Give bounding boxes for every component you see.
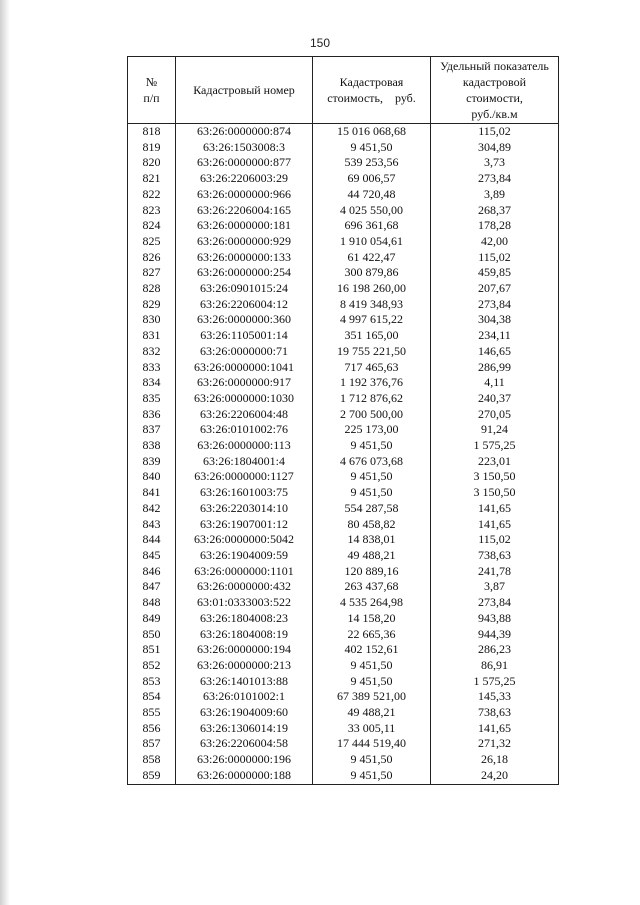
row-number-cell: 832: [128, 344, 176, 360]
cadastral-number-cell: 63:26:0000000:71: [176, 344, 313, 360]
row-number-cell: 856: [128, 721, 176, 737]
cadastral-cost-cell: 4 535 264,98: [313, 595, 431, 611]
specific-indicator-cell: 223,01: [431, 454, 559, 470]
header-specific-line1: Удельный показатель: [440, 59, 549, 73]
table-row: [128, 171, 559, 187]
cadastral-cost-cell: 9 451,50: [313, 469, 431, 485]
cadastral-number-cell: 63:26:0000000:254: [176, 265, 313, 281]
cadastral-cost-cell: 17 444 519,40: [313, 736, 431, 752]
row-number-cell: 849: [128, 611, 176, 627]
cadastral-number-cell: 63:26:1306014:19: [176, 721, 313, 737]
cadastral-number-cell: 63:26:1601003:75: [176, 485, 313, 501]
cadastral-cost-cell: 4 676 073,68: [313, 454, 431, 470]
row-number-cell: 823: [128, 203, 176, 219]
specific-indicator-cell: 42,00: [431, 234, 559, 250]
specific-indicator-cell: 270,05: [431, 407, 559, 423]
table-row: [128, 469, 559, 485]
specific-indicator-cell: 146,65: [431, 344, 559, 360]
cadastral-number-cell: 63:01:0333003:522: [176, 595, 313, 611]
row-number-cell: 827: [128, 265, 176, 281]
row-number-cell: 837: [128, 422, 176, 438]
table-row: [128, 265, 559, 281]
table-row: [128, 438, 559, 454]
header-specific-line2: кадастровой: [462, 75, 527, 89]
table-row: [128, 768, 559, 784]
header-specific-line4: руб./кв.м: [471, 107, 518, 121]
row-number-cell: 820: [128, 155, 176, 171]
cadastral-number-cell: 63:26:2203014:10: [176, 501, 313, 517]
cadastral-number-cell: 63:26:0000000:1127: [176, 469, 313, 485]
cadastral-cost-cell: 4 997 615,22: [313, 312, 431, 328]
row-number-cell: 829: [128, 297, 176, 313]
cadastral-cost-cell: 539 253,56: [313, 155, 431, 171]
specific-indicator-cell: 141,65: [431, 721, 559, 737]
table-row: [128, 501, 559, 517]
cadastral-cost-cell: 120 889,16: [313, 564, 431, 580]
header-cost-line2: стоимость, руб.: [327, 91, 416, 105]
cadastral-cost-cell: 696 361,68: [313, 218, 431, 234]
cadastral-cost-cell: 717 465,63: [313, 360, 431, 376]
table-row: [128, 250, 559, 266]
specific-indicator-cell: 145,33: [431, 689, 559, 705]
cadastral-cost-cell: 61 422,47: [313, 250, 431, 266]
header-cadastral-number-label: Кадастровый номер: [193, 83, 295, 97]
cadastral-cost-cell: 67 389 521,00: [313, 689, 431, 705]
table-body: [128, 124, 559, 785]
table-row: [128, 234, 559, 250]
table-row: [128, 564, 559, 580]
cadastral-number-cell: 63:26:2206003:29: [176, 171, 313, 187]
header-cost-line1: Кадастровая: [339, 75, 404, 89]
row-number-cell: 819: [128, 140, 176, 156]
cadastral-number-cell: 63:26:0000000:432: [176, 579, 313, 595]
specific-indicator-cell: 286,99: [431, 360, 559, 376]
table-row: [128, 736, 559, 752]
table-row: [128, 548, 559, 564]
specific-indicator-cell: 141,65: [431, 517, 559, 533]
cadastral-number-cell: 63:26:0000000:5042: [176, 532, 313, 548]
specific-indicator-cell: 241,78: [431, 564, 559, 580]
specific-indicator-cell: 273,84: [431, 595, 559, 611]
table-row: [128, 422, 559, 438]
specific-indicator-cell: 304,38: [431, 312, 559, 328]
cadastral-cost-cell: 1 712 876,62: [313, 391, 431, 407]
row-number-cell: 818: [128, 124, 176, 140]
table-row: [128, 579, 559, 595]
cadastral-number-cell: 63:26:2206004:48: [176, 407, 313, 423]
cadastral-number-cell: 63:26:1105001:14: [176, 328, 313, 344]
row-number-cell: 838: [128, 438, 176, 454]
cadastral-number-cell: 63:26:2206004:58: [176, 736, 313, 752]
cadastral-cost-cell: 4 025 550,00: [313, 203, 431, 219]
cadastral-cost-cell: 9 451,50: [313, 485, 431, 501]
table-row: [128, 360, 559, 376]
cadastral-cost-cell: 2 700 500,00: [313, 407, 431, 423]
cadastral-cost-cell: 49 488,21: [313, 705, 431, 721]
row-number-cell: 857: [128, 736, 176, 752]
cadastral-number-cell: 63:26:1904009:59: [176, 548, 313, 564]
table-row: [128, 454, 559, 470]
table-row: [128, 203, 559, 219]
cadastral-cost-cell: 225 173,00: [313, 422, 431, 438]
scan-left-edge-shadow: [0, 0, 10, 905]
cadastral-cost-cell: 44 720,48: [313, 187, 431, 203]
table-row: [128, 218, 559, 234]
specific-indicator-cell: 26,18: [431, 752, 559, 768]
row-number-cell: 840: [128, 469, 176, 485]
cadastral-cost-cell: 14 158,20: [313, 611, 431, 627]
table-row: [128, 155, 559, 171]
specific-indicator-cell: 273,84: [431, 171, 559, 187]
row-number-cell: 835: [128, 391, 176, 407]
specific-indicator-cell: 178,28: [431, 218, 559, 234]
table-row: [128, 297, 559, 313]
cadastral-cost-cell: 15 016 068,68: [313, 124, 431, 140]
cadastral-cost-cell: 9 451,50: [313, 438, 431, 454]
cadastral-cost-cell: 351 165,00: [313, 328, 431, 344]
table-row: [128, 391, 559, 407]
cadastral-cost-cell: 16 198 260,00: [313, 281, 431, 297]
cadastral-cost-cell: 9 451,50: [313, 140, 431, 156]
specific-indicator-cell: 207,67: [431, 281, 559, 297]
cadastral-number-cell: 63:26:1904009:60: [176, 705, 313, 721]
row-number-cell: 853: [128, 674, 176, 690]
cadastral-number-cell: 63:26:1503008:3: [176, 140, 313, 156]
cadastral-cost-cell: 9 451,50: [313, 752, 431, 768]
specific-indicator-cell: 3,73: [431, 155, 559, 171]
specific-indicator-cell: 115,02: [431, 532, 559, 548]
table-row: [128, 187, 559, 203]
specific-indicator-cell: 4,11: [431, 375, 559, 391]
specific-indicator-cell: 738,63: [431, 548, 559, 564]
specific-indicator-cell: 115,02: [431, 124, 559, 140]
table-row: [128, 281, 559, 297]
row-number-cell: 855: [128, 705, 176, 721]
specific-indicator-cell: 1 575,25: [431, 674, 559, 690]
row-number-cell: 833: [128, 360, 176, 376]
cadastral-cost-cell: 1 192 376,76: [313, 375, 431, 391]
row-number-cell: 826: [128, 250, 176, 266]
cadastral-value-table: [127, 56, 559, 785]
cadastral-number-cell: 63:26:0000000:133: [176, 250, 313, 266]
table-row: [128, 517, 559, 533]
table-row: [128, 658, 559, 674]
table-header: [128, 57, 559, 124]
cadastral-cost-cell: 33 005,11: [313, 721, 431, 737]
cadastral-number-cell: 63:26:0000000:877: [176, 155, 313, 171]
table-row: [128, 312, 559, 328]
cadastral-number-cell: 63:26:0000000:213: [176, 658, 313, 674]
specific-indicator-cell: 944,39: [431, 627, 559, 643]
header-cadastral-number: [176, 57, 313, 124]
table-row: [128, 705, 559, 721]
cadastral-number-cell: 63:26:0000000:360: [176, 312, 313, 328]
specific-indicator-cell: 234,11: [431, 328, 559, 344]
row-number-cell: 842: [128, 501, 176, 517]
cadastral-number-cell: 63:26:1804001:4: [176, 454, 313, 470]
table-row: [128, 689, 559, 705]
row-number-cell: 858: [128, 752, 176, 768]
row-number-cell: 830: [128, 312, 176, 328]
row-number-cell: 828: [128, 281, 176, 297]
specific-indicator-cell: 273,84: [431, 297, 559, 313]
table-row: [128, 752, 559, 768]
row-number-cell: 821: [128, 171, 176, 187]
cadastral-number-cell: 63:26:0000000:966: [176, 187, 313, 203]
cadastral-number-cell: 63:26:1804008:23: [176, 611, 313, 627]
specific-indicator-cell: 3 150,50: [431, 485, 559, 501]
table-row: [128, 140, 559, 156]
cadastral-cost-cell: 554 287,58: [313, 501, 431, 517]
table-row: [128, 375, 559, 391]
table-row: [128, 627, 559, 643]
cadastral-number-cell: 63:26:2206004:165: [176, 203, 313, 219]
cadastral-number-cell: 63:26:0101002:76: [176, 422, 313, 438]
cadastral-number-cell: 63:26:0000000:188: [176, 768, 313, 784]
table-row: [128, 485, 559, 501]
table-row: [128, 532, 559, 548]
specific-indicator-cell: 86,91: [431, 658, 559, 674]
row-number-cell: 843: [128, 517, 176, 533]
row-number-cell: 841: [128, 485, 176, 501]
specific-indicator-cell: 3 150,50: [431, 469, 559, 485]
row-number-cell: 822: [128, 187, 176, 203]
table-row: [128, 407, 559, 423]
row-number-cell: 854: [128, 689, 176, 705]
table-row: [128, 595, 559, 611]
row-number-cell: 845: [128, 548, 176, 564]
specific-indicator-cell: 91,24: [431, 422, 559, 438]
cadastral-number-cell: 63:26:0000000:194: [176, 642, 313, 658]
specific-indicator-cell: 738,63: [431, 705, 559, 721]
cadastral-cost-cell: 22 665,36: [313, 627, 431, 643]
header-num-abbrev: п/п: [143, 91, 160, 105]
table-row: [128, 642, 559, 658]
specific-indicator-cell: 286,23: [431, 642, 559, 658]
specific-indicator-cell: 1 575,25: [431, 438, 559, 454]
cadastral-cost-cell: 80 458,82: [313, 517, 431, 533]
cadastral-cost-cell: 49 488,21: [313, 548, 431, 564]
specific-indicator-cell: 268,37: [431, 203, 559, 219]
cadastral-number-cell: 63:26:1401013:88: [176, 674, 313, 690]
header-specific-indicator: [431, 57, 559, 124]
table-row: [128, 674, 559, 690]
cadastral-cost-cell: 69 006,57: [313, 171, 431, 187]
cadastral-number-cell: 63:26:1804008:19: [176, 627, 313, 643]
cadastral-number-cell: 63:26:0000000:1041: [176, 360, 313, 376]
row-number-cell: 852: [128, 658, 176, 674]
specific-indicator-cell: 115,02: [431, 250, 559, 266]
cadastral-number-cell: 63:26:0000000:1030: [176, 391, 313, 407]
row-number-cell: 824: [128, 218, 176, 234]
cadastral-number-cell: 63:26:0000000:1101: [176, 564, 313, 580]
cadastral-number-cell: 63:26:2206004:12: [176, 297, 313, 313]
cadastral-number-cell: 63:26:0901015:24: [176, 281, 313, 297]
row-number-cell: 859: [128, 768, 176, 784]
header-row-number: [128, 57, 176, 124]
row-number-cell: 846: [128, 564, 176, 580]
row-number-cell: 825: [128, 234, 176, 250]
cadastral-number-cell: 63:26:0000000:181: [176, 218, 313, 234]
specific-indicator-cell: 943,88: [431, 611, 559, 627]
row-number-cell: 848: [128, 595, 176, 611]
specific-indicator-cell: 304,89: [431, 140, 559, 156]
table-row: [128, 344, 559, 360]
specific-indicator-cell: 3,89: [431, 187, 559, 203]
cadastral-cost-cell: 8 419 348,93: [313, 297, 431, 313]
specific-indicator-cell: 271,32: [431, 736, 559, 752]
row-number-cell: 844: [128, 532, 176, 548]
cadastral-number-cell: 63:26:0000000:929: [176, 234, 313, 250]
header-num-symbol: №: [145, 75, 158, 89]
table-row: [128, 328, 559, 344]
cadastral-cost-cell: 9 451,50: [313, 674, 431, 690]
page-number: 150: [309, 36, 331, 50]
row-number-cell: 850: [128, 627, 176, 643]
cadastral-number-cell: 63:26:0000000:113: [176, 438, 313, 454]
cadastral-cost-cell: 9 451,50: [313, 658, 431, 674]
row-number-cell: 836: [128, 407, 176, 423]
cadastral-cost-cell: 19 755 221,50: [313, 344, 431, 360]
cadastral-number-cell: 63:26:0000000:196: [176, 752, 313, 768]
row-number-cell: 839: [128, 454, 176, 470]
cadastral-cost-cell: 263 437,68: [313, 579, 431, 595]
specific-indicator-cell: 24,20: [431, 768, 559, 784]
cadastral-number-cell: 63:26:0000000:917: [176, 375, 313, 391]
specific-indicator-cell: 240,37: [431, 391, 559, 407]
table-row: [128, 124, 559, 140]
header-specific-line3: стоимости,: [466, 91, 523, 105]
cadastral-cost-cell: 300 879,86: [313, 265, 431, 281]
specific-indicator-cell: 3,87: [431, 579, 559, 595]
table-row: [128, 721, 559, 737]
row-number-cell: 831: [128, 328, 176, 344]
row-number-cell: 851: [128, 642, 176, 658]
cadastral-cost-cell: 14 838,01: [313, 532, 431, 548]
cadastral-cost-cell: 402 152,61: [313, 642, 431, 658]
specific-indicator-cell: 141,65: [431, 501, 559, 517]
cadastral-number-cell: 63:26:0101002:1: [176, 689, 313, 705]
cadastral-number-cell: 63:26:1907001:12: [176, 517, 313, 533]
row-number-cell: 847: [128, 579, 176, 595]
cadastral-number-cell: 63:26:0000000:874: [176, 124, 313, 140]
cadastral-cost-cell: 9 451,50: [313, 768, 431, 784]
header-cadastral-cost: [313, 57, 431, 124]
table-row: [128, 611, 559, 627]
specific-indicator-cell: 459,85: [431, 265, 559, 281]
cadastral-cost-cell: 1 910 054,61: [313, 234, 431, 250]
row-number-cell: 834: [128, 375, 176, 391]
